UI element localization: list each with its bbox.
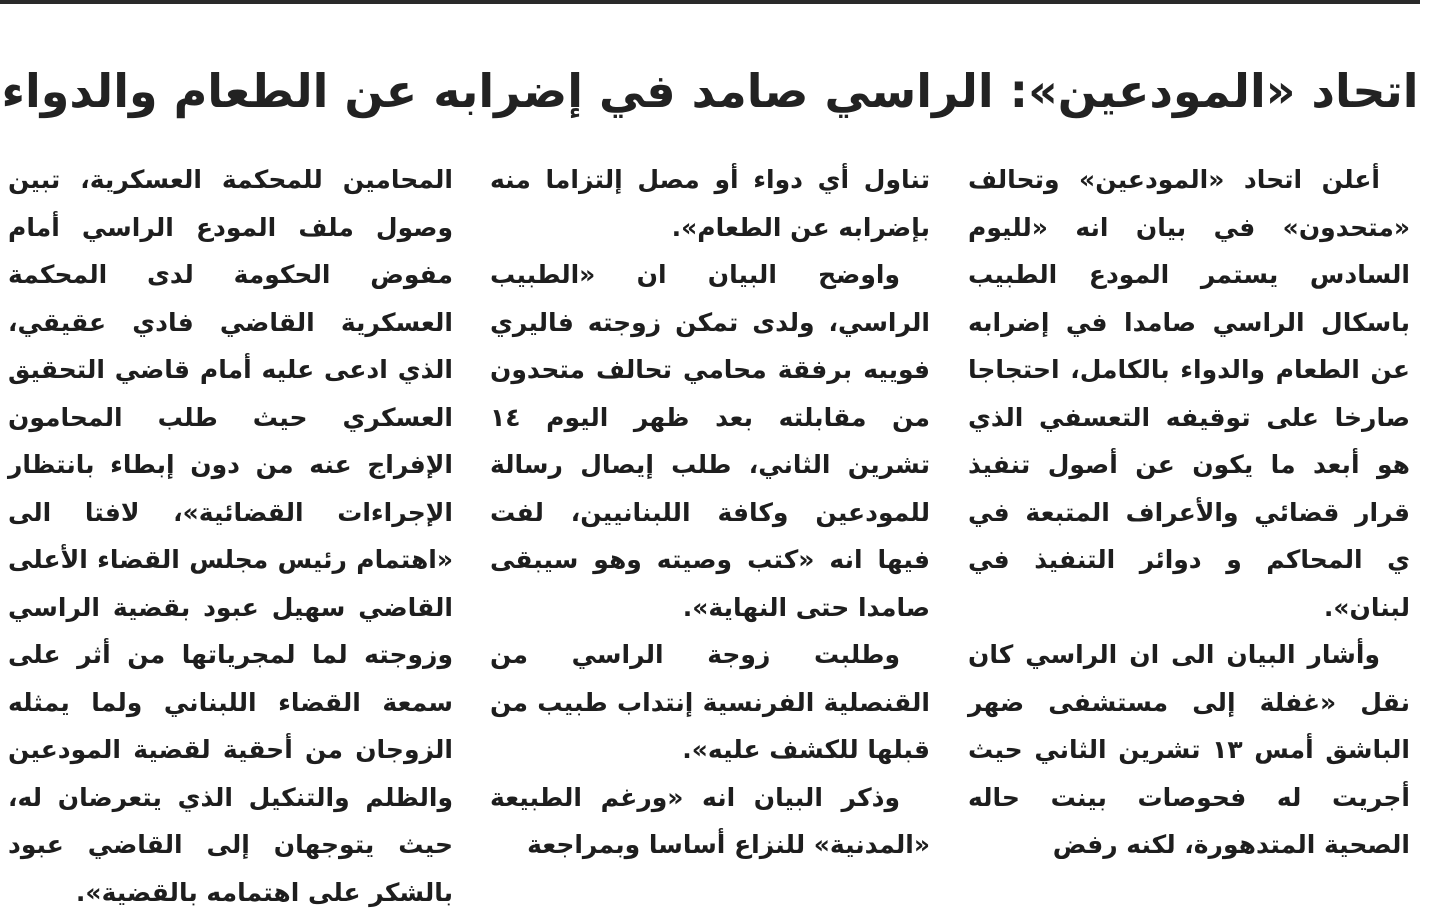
- paragraph: المحامين للمحكمة العسكرية، تبين وصول ملف المودع الراسي أمام مفوض الحكومة لدى المحكمة العسكرية القاضي فادي عقيقي، الذي ادعى عليه أمام قاضي التحقيق العسكري حيث طلب المحامون الإفراج عنه من دون إبطاء بانتظار الإجراءات القضائية»، لافتا الى «اهتمام رئيس مجلس القضاء الأعلى القاضي سهيل عبود بقضية الراسي وزوجته لما لمجرياتها من أثر على سمعة القضاء اللبناني ولما يمثله الزوجان من أحقية لقضية المودعين والظلم والتنكيل الذي يتعرضان له، حيث يتوجهان إلى القاضي عبود بالشكر على اهتمامه بالقضية».: [8, 165, 453, 907]
- paragraph: أعلن اتحاد «المودعين» وتحالف «متحدون» في بيان انه «لليوم السادس يستمر المودع الطبيب باسكال الراسي صامدا في إضرابه عن الطعام والدواء بالكامل، احتجاجا صارخا على توقيفه التعسفي الذي هو أبعد ما يكون عن أصول تنفيذ قرار قضائي والأعراف المتبعة في ي المحاكم و دوائر التنفيذ في لبنان».: [968, 165, 1410, 622]
- paragraph: واوضح البيان ان «الطبيب الراسي، ولدى تمكن زوجته فاليري فوييه برفقة محامي تحالف متحدون من مقابلته بعد ظهر اليوم ١٤ تشرين الثاني، طلب إيصال رسالة للمودعين وكافة اللبنانيين، لفت فيها انه «كتب وصيته وهو سيبقى صامدا حتى النهاية».: [490, 260, 930, 622]
- top-rule: [0, 0, 1420, 4]
- paragraph: وذكر البيان انه «ورغم الطبيعة «المدنية» للنزاع أساسا وبمراجعة: [490, 782, 930, 859]
- column-left: [8, 156, 453, 916]
- paragraph: وطلبت زوجة الراسي من القنصلية الفرنسية إنتداب طبيب من قبلها للكشف عليه».: [490, 640, 930, 764]
- column-middle: [490, 156, 930, 869]
- column-right: [968, 156, 1410, 869]
- article-body: [0, 156, 1420, 907]
- paragraph: وأشار البيان الى ان الراسي كان نقل «غفلة إلى مستشفى ضهر الباشق أمس ١٣ تشرين الثاني حيث أجريت له فحوصات بينت حاله الصحية المتدهورة، لكنه رفض: [968, 640, 1410, 859]
- article-headline: اتحاد «المودعين»: الراسي صامد في إضرابه عن الطعام والدواء: [1, 64, 1419, 118]
- paragraph: تناول أي دواء أو مصل إلتزاما منه بإضرابه عن الطعام».: [490, 165, 930, 242]
